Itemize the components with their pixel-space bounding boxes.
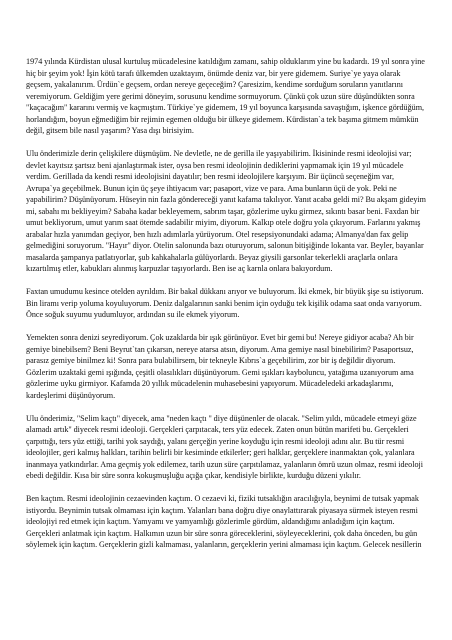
paragraph-5: Ulu önderimiz, "Selim kaçtı" diyecek, ama "neden kaçtı " diye düşünenler de olacak. "Selim yıldı, mücadele etmeyi göze alamadı artık" diyecek resmi ideoloji. Gerçekleri çarpıtacak, ters yüz edecek. Zaten onun bütün marifeti bu. Gerçekleri çarpıttığı, ters yüz ettiği, tarihi yok saydığı, yalanı gerçeğin yerine koyduğu için resmi ideoloji adını alır. Bu tür resmi ideolojiler, geri kalmış halkları, tarihin belirli bir kesiminde etkilerler; geri halklar, gerçeklere inanmaktan çok, yalanlara inanmaya yatkındırlar. Ama geçmiş yok edilemez, tarih uzun süre çarpıtılamaz, yalanların ömrü uzun olmaz, resmi ideoloji ebedi değildir. Kısa bir süre sonra kokuşmuşluğu açığa çıkar, kendisiyle birlikte, kurduğu düzeni yıkılır. xyxy=(26,413,424,480)
paragraph-2: Ulu önderimizle derin çelişkilere düşmüşüm. Ne devletle, ne de gerilla ile yaşıyabilirim. İkisininde resmi ideolojisi var; devlet kayıtsız şartsız beni ajanlaştırmak ister, oysa ben resmi ideolojinin dediklerini yapmamak için 19 yıl mücadele verdim. Gerillada da kendi resmi ideolojisini dayatılır; ben resmi ideolojilere karşıyım. Bir üçüncü seçeneğim var, Avrupa`ya geçebilmek. Bunun için üç şeye ihtiyacım var; pasaport, vize ve para. Ama bunların üçü de yok. Peki ne yapabilirim? Düşünüyorum. Hüseyin nin fazla göndereceği yanıt kafama takılıyor. Yanıt acaba geldi mi? Bu akşam gideyim mi, sabahı mı bekliyeyim? Sabaha kadar bekleyemem, sabrım taşar, gözlerime uyku girmez, sıkıntı basar beni. Faxdan bir umut bekliyorum, umut yarım saat ötemde sadabilir miyim, diyorum. Kalkıp otele doğru yola çıkıyorum. Farlarını yakmış arabalar hızla yanımdan geçiyor, ben hızlı adımlarla yürüyorum. Otel resepsiyonundaki adama; Almanya'dan fax gelip gelmediğini soruyorum. "Hayır" diyor. Otelin salonunda bazı oturuyorum, salonun bitişiğinde lokanta var. Beyler, bayanlar masalarda şampanya patlatıyorlar, şub kahkahalarla gülüyorlardı. Beyaz giysili garsonlar tekerlekli araçlarla onlara kızartılmış etler, kabukları alınmış karpuzlar taşıyorlardı. Ben ise aç karnla onlara bakıyordum. xyxy=(26,149,426,273)
document-page xyxy=(26,56,426,551)
paragraph-1: 1974 yılında Kürdistan ulusal kurtuluş mücadelesine katıldığım zamanı, sahip olduklarım yine bu kadardı. 19 yıl sonra yine hiç bir şeyim yok! İşin kötü tarafı ülkemden uzaktayım, önümde deniz var, bir yere gidemem. Suriye`ye yaya olarak geçsem, yakalanırım. Ürdün`e geçsem, ordan nereye geçeceğim? Çaresizim, kendime sorduğum soruların yanıtlarını veremiyorum. Geldiğim yere gerimi döneyim, sorusunu kendime sormuyorum. Çünkü çok uzun süre düşündükten sonra "kaçacağım" kararını vermiş ve kaçmıştım. Türkiye`ye gidemem, 19 yıl boyunca karşısında savaştığım, işkence gördüğüm, horlandığım, boyun eğmediğim bir rejimin egemen olduğu bir ülkeye gidemem. Kürdistan`a tek başıma gitmem mümkün değil, gitsem bile nasıl yaşarım? Yasa dışı birisiyim. xyxy=(26,57,425,135)
paragraph-6: Ben kaçtım. Resmi ideolojinin cezaevinden kaçtım. O cezaevi ki, fiziki tutsaklığın aracılığıyla, beynimi de tutsak yapmak istiyordu. Beynimin tutsak olmaması için kaçtım. Yalanları bana doğru diye onaylattırarak piyasaya sürmek isteyen resmi ideolojiyi red etmek için kaçtım. Yamyamı ve yamyamlığı gözlerimle gördüm, aldandığımı anladığım için kaçtım. Gerçekleri anlatmak için kaçtım. Halkımın uzun bir süre sonra göreceklerini, söyleyeceklerini, çok daha önceden, bu gün söylemek için kaçtım. Gerçeklerin gizli kalmaması, yalanların, gerçeklerin yerini almaması için kaçtım. Gelecek nesillerin xyxy=(26,494,422,549)
paragraph-3: Faxtan umudumu kesince otelden ayrıldım. Bir bakal dükkanı arıyor ve buluyorum. İki ekmek, bir büyük şişe su istiyorum. Bin liramı verip yoluma koyuluyorum. Deniz dalgalarının sanki benim için oyduğu tek kişilik odama saat onda varıyorum. Önce soğuk suyumu yudumluyor, ardından su ile ekmek yiyorum. xyxy=(26,287,424,319)
paragraph-4: Yemekten sonra denizi seyrediyorum. Çok uzaklarda bir ışık görünüyor. Evet bir gemi bu! Nereye gidiyor acaba? Ah bir gemiye binebilsem? Beni Beyrut`tan çıkarsın, nereye atarsa atsın, diyorum. Ama gemiye nasıl binebilirim? Pasaportsuz, parasız gemiye binilmez ki! Sonra para bulabilirsem, bir tekneyle Kıbrıs`a geçebilirim, zor bir iş değildir diyorum. Gözlerim uzaktaki gemi ışığında, çeşitli olasılıkları düşünüyorum. Gemi ışıkları kayboluncu, yatağıma uzanıyorum ama gözlerime uyku girmiyor. Kafamda 20 yıllık mücadelenin muhasebesini yapıyorum. Mücadeledeki arkadaşlarımı, kardeşlerimi düşünüyorum. xyxy=(26,333,414,400)
